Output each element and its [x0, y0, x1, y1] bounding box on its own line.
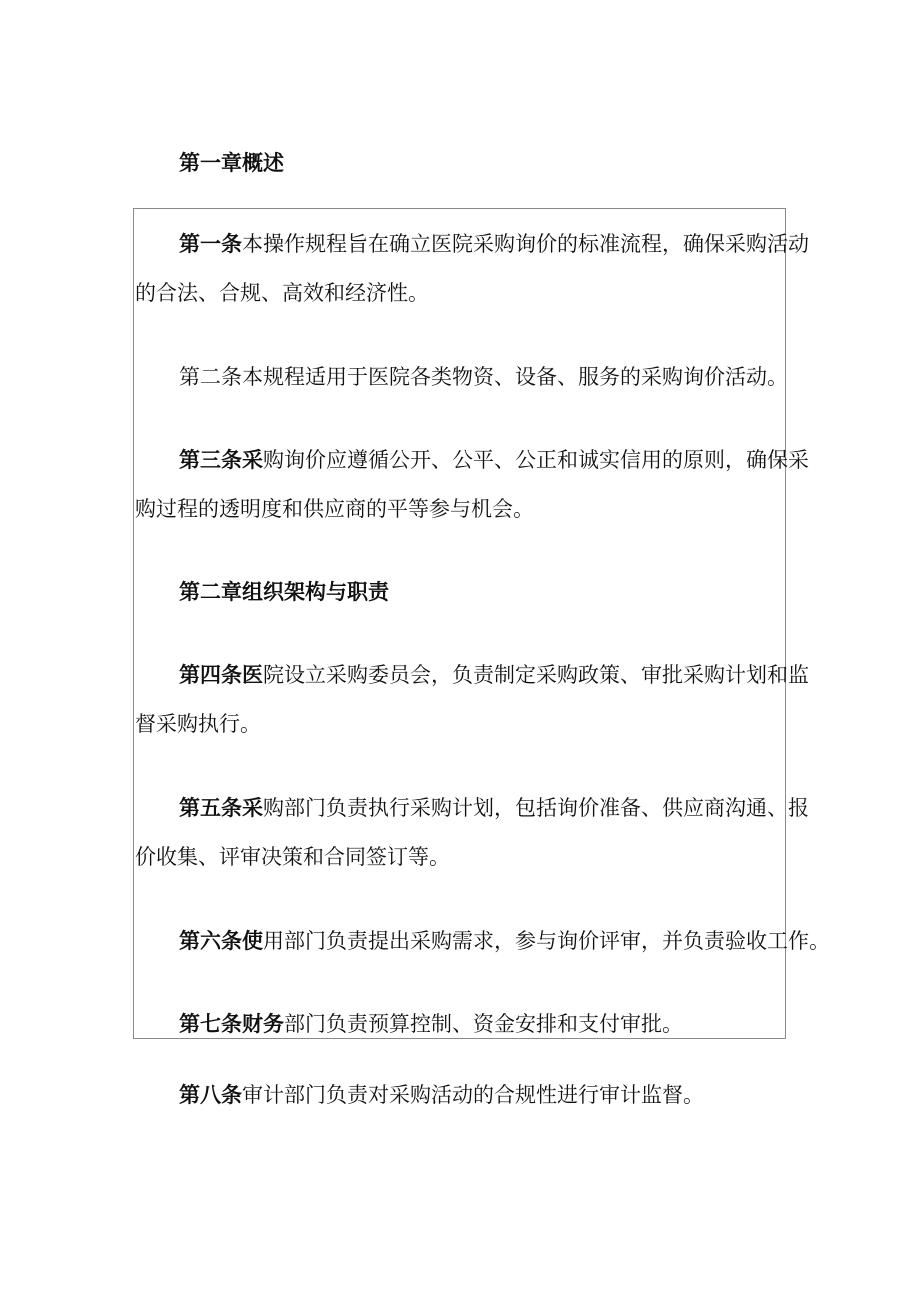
article-8-text: 审计部门负责对采购活动的合规性进行审计监督。: [242, 1083, 704, 1107]
article-3-line-2: 购过程的透明度和供应商的平等参与机会。: [135, 497, 534, 521]
article-7-text: 部门负责预算控制、资金安排和支付审批。: [284, 1012, 683, 1036]
article-4-text: 院设立采购委员会，负责制定采购政策、审批采购计划和监: [263, 663, 809, 687]
article-6-text: 用部门负责提出采购需求，参与询价评审，并负责验收工作。: [263, 929, 830, 953]
article-1-line-1: [179, 231, 809, 257]
article-5-line-1: [179, 795, 809, 821]
article-5-text: 购部门负责执行采购计划，包括询价准备、供应商沟通、报: [263, 796, 809, 820]
article-5-label: 第五条采: [179, 796, 263, 820]
article-6-label: 第六条使: [179, 929, 263, 953]
chapter-2-heading: 第二章组织架构与职责: [179, 580, 389, 604]
article-4-line-1: [179, 662, 809, 688]
article-1-line-2: 的合法、合规、高效和经济性。: [135, 281, 429, 305]
article-7-label: 第七条财务: [179, 1012, 284, 1036]
article-3-text: 购询价应遵循公开、公平、公正和诚实信用的原则，确保采: [263, 448, 809, 472]
article-7: [179, 1011, 683, 1037]
article-1-text: 本操作规程旨在确立医院采购询价的标准流程，确保采购活动: [242, 232, 809, 256]
article-5-line-2: 价收集、评审决策和合同签订等。: [135, 845, 450, 869]
article-8: [179, 1082, 704, 1108]
article-8-label: 第八条: [179, 1083, 242, 1107]
bordered-text-box: [133, 208, 786, 1039]
article-4-label: 第四条医: [179, 663, 263, 687]
chapter-1-heading: 第一章概述: [179, 151, 284, 175]
article-6: [179, 928, 830, 954]
article-3-label: 第三条采: [179, 448, 263, 472]
article-3-line-1: [179, 447, 809, 473]
article-2: 第二条本规程适用于医院各类物资、设备、服务的采购询价活动。: [179, 365, 788, 389]
article-4-line-2: 督采购执行。: [135, 712, 261, 736]
article-1-label: 第一条: [179, 232, 242, 256]
